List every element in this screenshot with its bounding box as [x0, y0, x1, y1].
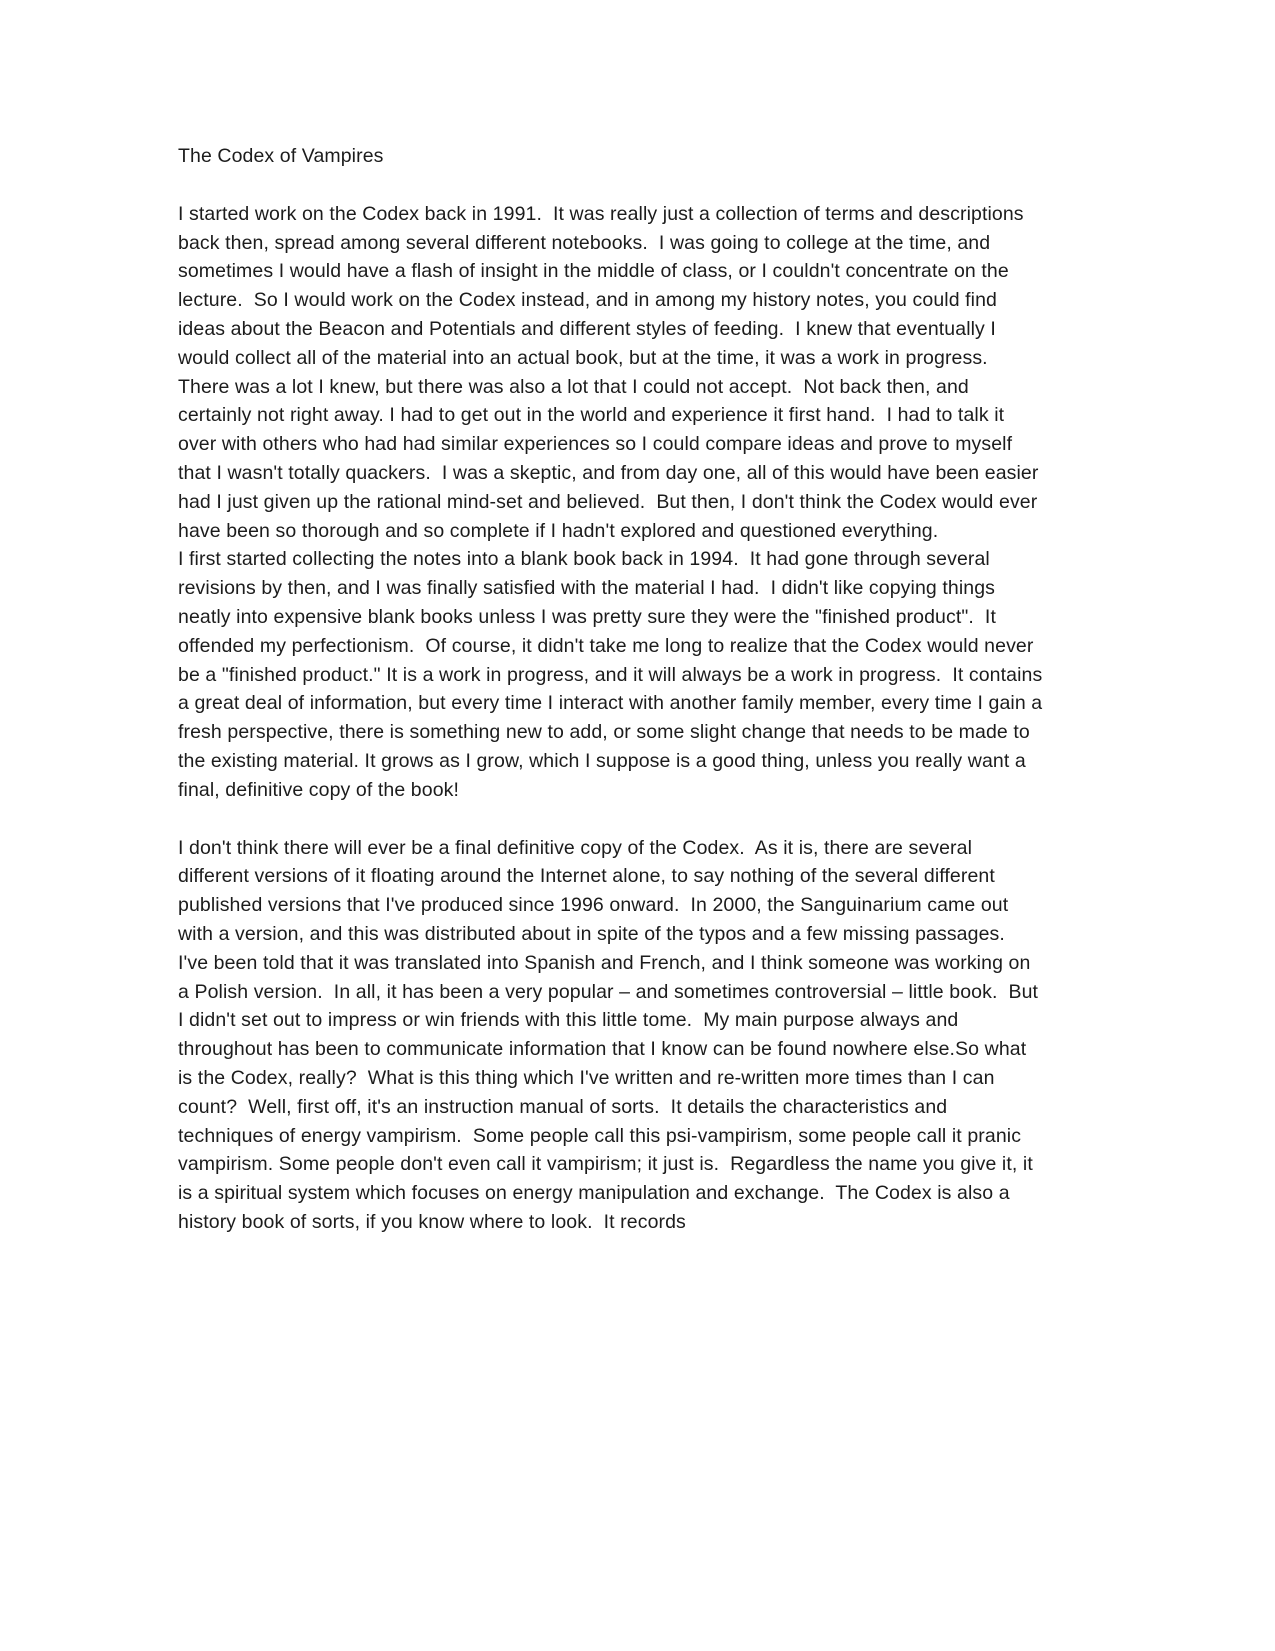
paragraph-intro: I started work on the Codex back in 1991. It was really just a collection of terms and descriptions back then, spread among several different notebooks. I was going to college at the time, and sometimes I would have a flash of insight in the middle of class, or I couldn't concentrate on the lecture. So I would work on the Codex instead, and in among my history notes, you could find ideas about the Beacon and Potentials and different styles of feeding. I knew that eventually I would collect all of the material into an actual book, but at the time, it was a work in progress. There was a lot I knew, but there was also a lot that I could not accept. Not back then, and certainly not right away. I had to get out in the world and experience it first hand. I had to talk it over with others who had had similar experiences so I could compare ideas and prove to myself that I wasn't totally quackers. I was a skeptic, and from day one, all of this would have been easier had I just given up the rational mind-set and believed. But then, I don't think the Codex would ever have been so thorough and so complete if I hadn't explored and questioned everything. [178, 202, 1044, 542]
document-content [178, 142, 1048, 1237]
document-title: The Codex of Vampires [178, 145, 384, 167]
paragraph-blank-book: I first started collecting the notes into a blank book back in 1994. It had gone through several revisions by then, and I was finally satisfied with the material I had. I didn't like copying things neatly into expensive blank books unless I was pretty sure they were the "finished product". It offended my perfectionism. Of course, it didn't take me long to realize that the Codex would never be a "finished product." It is a work in progress, and it will always be a work in progress. It contains a great deal of information, but every time I interact with another family member, every time I gain a fresh perspective, there is something new to add, or some slight change that needs to be made to the existing material. It grows as I grow, which I suppose is a good thing, unless you really want a final, definitive copy of the book! [178, 548, 1048, 801]
paragraph-versions: I don't think there will ever be a final definitive copy of the Codex. As it is, there are several different versions of it floating around the Internet alone, to say nothing of the several different published versions that I've produced since 1996 onward. In 2000, the Sanguinarium came out with a version, and this was distributed about in spite of the typos and a few missing passages. I've been told that it was translated into Spanish and French, and I think someone was working on a Polish version. In all, it has been a very popular – and sometimes controversial – little book. But I didn't set out to impress or win friends with this little tome. My main purpose always and throughout has been to communicate information that I know can be found nowhere else.So what is the Codex, really? What is this thing which I've written and re-written more times than I can count? Well, first off, it's an instruction manual of sorts. It details the characteristics and techniques of energy vampirism. Some people call this psi-vampirism, some people call it pranic vampirism. Some people don't even call it vampirism; it just is. Regardless the name you give it, it is a spiritual system which focuses on energy manipulation and exchange. The Codex is also a history book of sorts, if you know where to look. It records [178, 836, 1044, 1233]
